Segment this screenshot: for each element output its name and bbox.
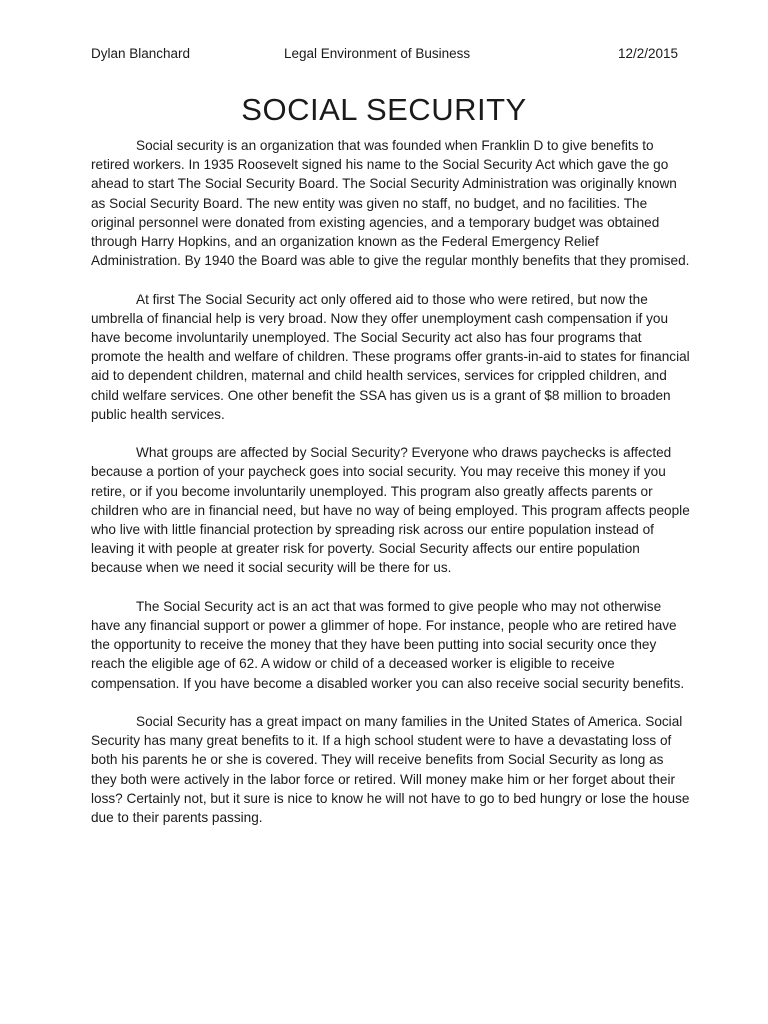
document-date: 12/2/2015 [617, 46, 678, 61]
paragraph: Social security is an organization that was founded when Franklin D to give benefits to retired workers. In 1935 Roosevelt signed his name to the Social Security Act which gave the go ahead to start The Social Security Board. The Social Security Administration was originally known as Social Security Board. The new entity was given no staff, no budget, and no facilities. The original personnel were donated from existing agencies, and a temporary budget was obtained through Harry Hopkins, and an organization known as the Federal Emergency Relief Administration. By 1940 the Board was able to give the regular monthly benefits that they promised. [91, 138, 690, 269]
paragraph: What groups are affected by Social Security? Everyone who draws paychecks is affected because a portion of your paycheck goes into social security. You may receive this money if you retire, or if you become involuntarily unemployed. This program also greatly affects parents or children who are in financial need, but have no way of being employed. This program affects people who live with little financial protection by spreading risk across our entire population instead of leaving it with people at greater risk for poverty. Social Security affects our entire population because when we need it social security will be there for us. [91, 445, 690, 576]
author-name: Dylan Blanchard [91, 46, 191, 61]
paragraph: Social Security has a great impact on many families in the United States of America. Social Security has many great benefits to it. If a high school student were to have a devastating loss of both his parents he or she is covered. They will receive benefits from Social Security as long as they both were actively in the labor force or retired. Will money make him or her forget about their loss? Certainly not, but it sure is nice to know he will not have to go to bed hungry or lose the house due to their parents passing. [91, 714, 690, 826]
page-header [91, 44, 678, 64]
course-name: Legal Environment of Business [284, 46, 471, 61]
paragraph: At first The Social Security act only offered aid to those who were retired, but now the umbrella of financial help is very broad. Now they offer unemployment cash compensation if you have become involuntarily unemployed. The Social Security act also has four programs that promote the health and welfare of children. These programs offer grants-in-aid to states for financial aid to dependent children, maternal and child health services, services for crippled children, and child welfare services. One other benefit the SSA has given us is a grant of $8 million to broaden public health services. [91, 291, 690, 422]
document-body [91, 136, 691, 846]
paragraph: The Social Security act is an act that was formed to give people who may not otherwise have any financial support or power a glimmer of hope. For instance, people who are retired have the opportunity to receive the money that they have been putting into social security once they reach the eligible age of 62. A widow or child of a deceased worker is eligible to receive compensation. If you have become a disabled worker you can also receive social security benefits. [91, 598, 685, 691]
document-title: SOCIAL SECURITY [241, 92, 527, 127]
